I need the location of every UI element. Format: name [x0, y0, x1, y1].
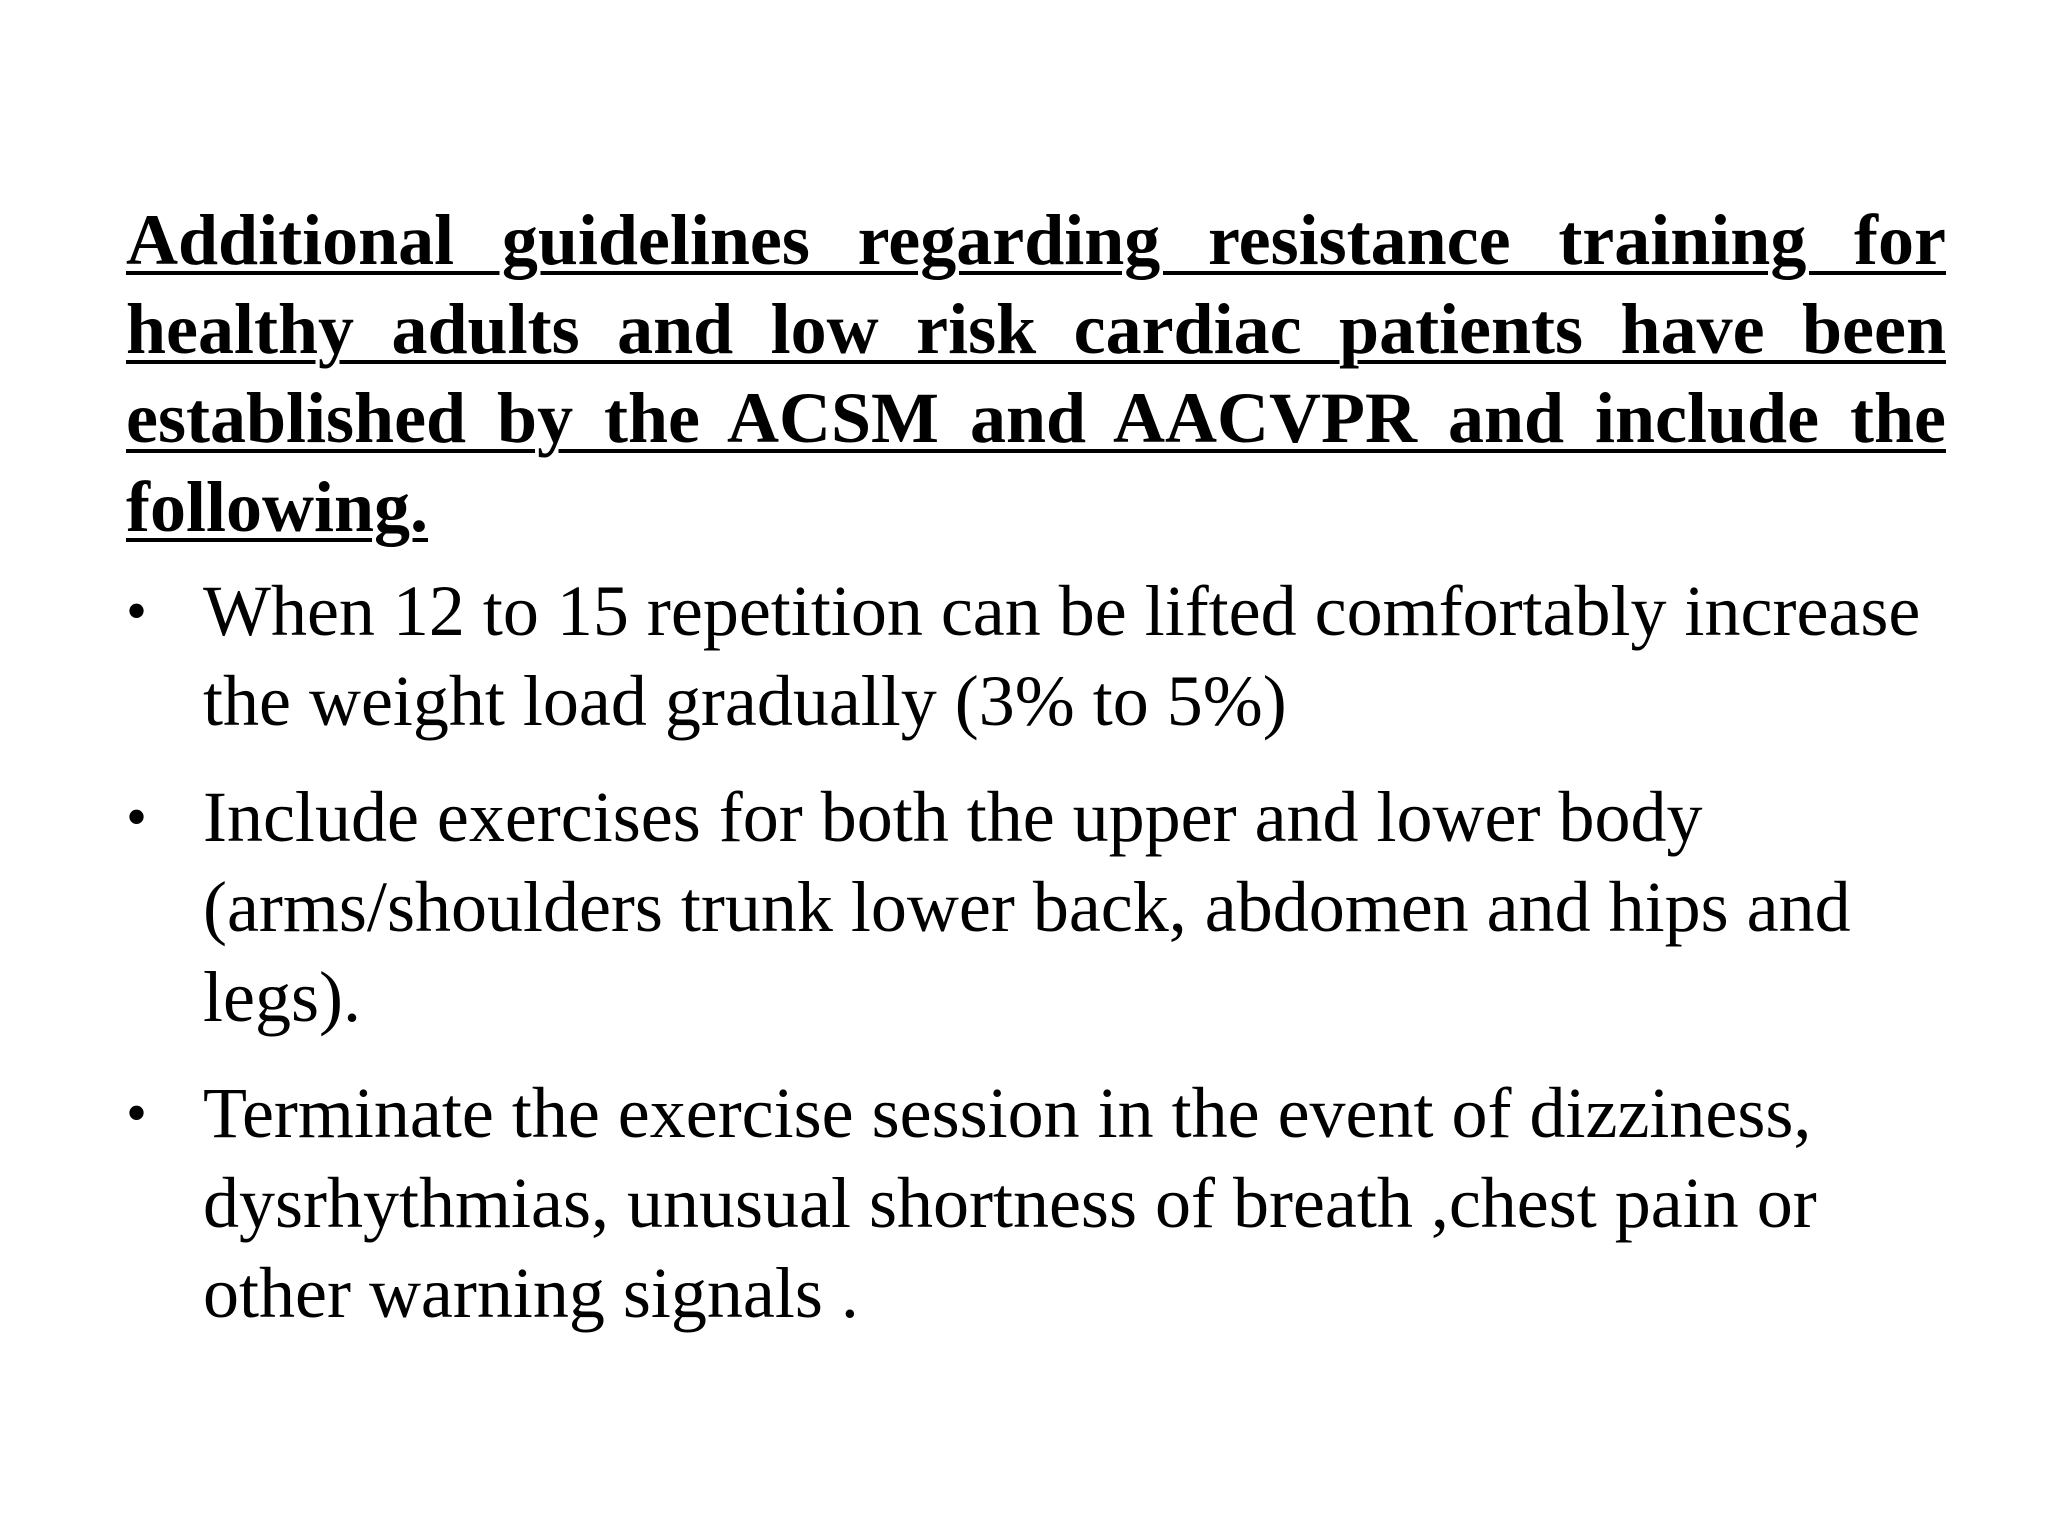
slide-heading: Additional guidelines regarding resistance training for healthy adults and low risk cardiac patients have been established by the ACSM and AACVPR and include the following.	[126, 200, 1946, 547]
slide-content	[126, 196, 1946, 1364]
bullet-text: Include exercises for both the upper and lower body (arms/shoulders trunk lower back, abdomen and hips and legs).	[203, 777, 1851, 1037]
bullet-item	[126, 566, 1946, 746]
bullet-item	[126, 1068, 1946, 1338]
bullet-item	[126, 772, 1946, 1042]
bullet-text: Terminate the exercise session in the event of dizziness, dysrhythmias, unusual shortness of breath ,chest pain or other warning signals .	[203, 1073, 1817, 1333]
bullet-icon: •	[126, 784, 148, 850]
bullet-icon: •	[126, 1080, 148, 1146]
bullet-icon: •	[126, 578, 148, 644]
bullet-text: When 12 to 15 repetition can be lifted comfortably increase the weight load gradually (3% to 5%)	[203, 571, 1921, 741]
bullet-list	[126, 566, 1946, 1338]
